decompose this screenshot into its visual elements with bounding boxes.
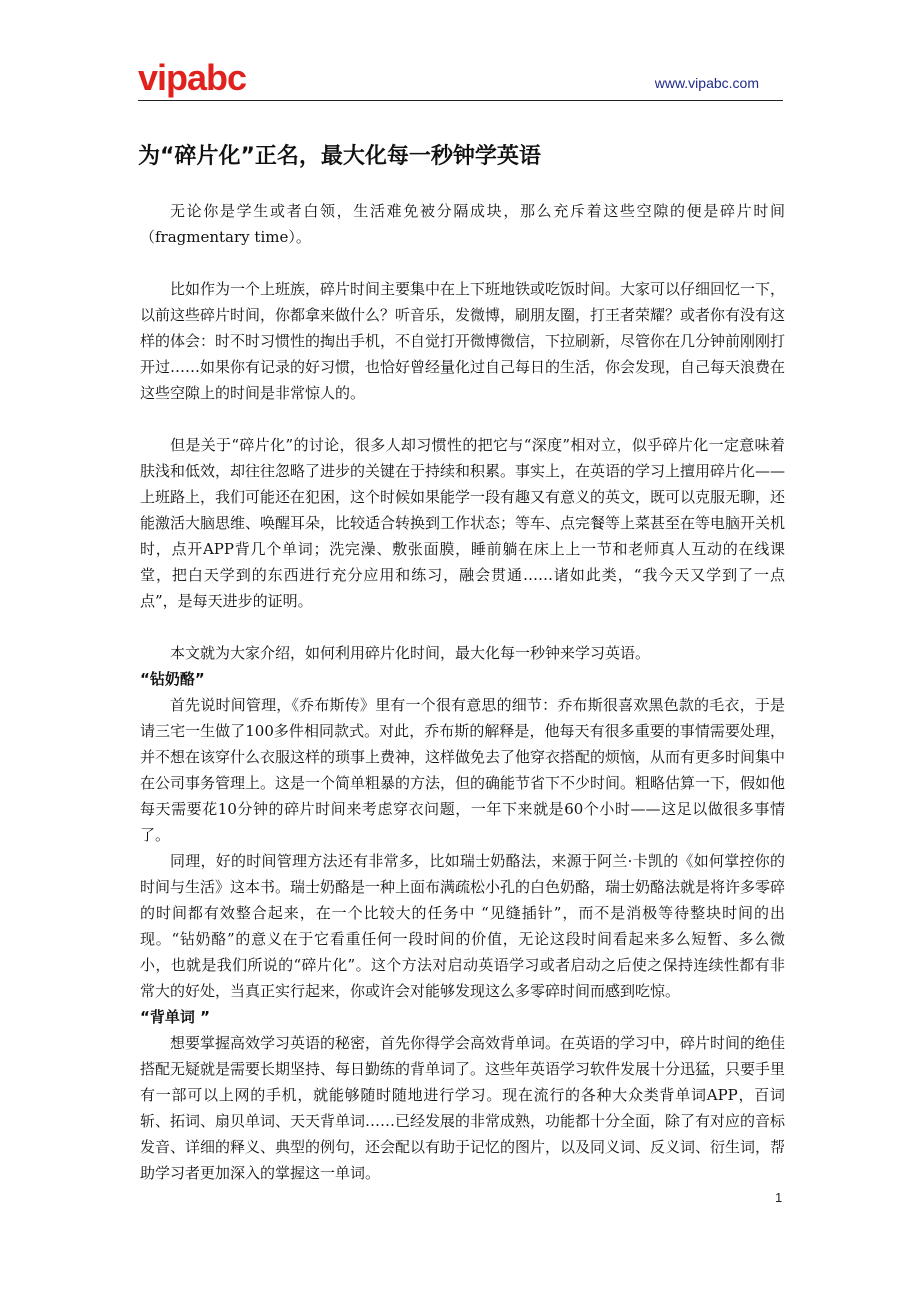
paragraph-jobs: 首先说时间管理，《乔布斯传》里有一个很有意思的细节：乔布斯很喜欢黑色款的毛衣，于是请三宅一生做了100多件相同款式。对此，乔布斯的解释是，他每天有很多重要的事情需要处理，并不想在该穿什么衣服这样的琐事上费神，这样做免去了他穿衣搭配的烦恼，从而有更多时间集中在公司事务管理上。这是一个简单粗暴的方法，但的确能节省下不少时间。粗略估算一下，假如他每天需要花10分钟的碎片时间来考虑穿衣问题，一年下来就是60个小时——这足以做很多事情了。 — [140, 696, 786, 844]
paragraph-vocab: 想要掌握高效学习英语的秘密，首先你得学会高效背单词。在英语的学习中，碎片时间的绝佳搭配无疑就是需要长期坚持、每日勤练的背单词了。这些年英语学习软件发展十分迅猛，只要手里有一部可以上网的手机，就能够随时随地进行学习。现在流行的各种大众类背单词APP，百词斩、拓词、扇贝单词、天天背单词……已经发展的非常成熟，功能都十分全面，除了有对应的音标发音、详细的释义、典型的例句，还会配以有助于记忆的图片，以及同义词、反义词、衍生词，帮助学习者更加深入的掌握这一单词。 — [140, 1034, 786, 1182]
article-body — [140, 198, 785, 1186]
page-number: 1 — [775, 1190, 783, 1205]
site-url[interactable]: www.vipabc.com — [654, 75, 759, 91]
section-heading-cheese: “钻奶酪” — [140, 670, 205, 688]
article-title: 为“碎片化”正名，最大化每一秒钟学英语 — [138, 144, 541, 169]
intro-paragraph: 无论你是学生或者白领，生活难免被分隔成块，那么充斥着这些空隙的便是碎片时间（fragmentary time）。 — [140, 202, 785, 246]
section-heading-vocab: “背单词 ” — [140, 1008, 210, 1026]
paragraph-fragmentation: 但是关于“碎片化”的讨论，很多人却习惯性的把它与“深度”相对立，似乎碎片化一定意味着肤浅和低效，却往往忽略了进步的关键在于持续和积累。事实上，在英语的学习上擅用碎片化——上班路上，我们可能还在犯困，这个时候如果能学一段有趣又有意义的英文，既可以克服无聊，还能激活大脑思维、唤醒耳朵，比较适合转换到工作状态；等车、点完餐等上菜甚至在等电脑开关机时，点开APP背几个单词；洗完澡、敷张面膜，睡前躺在床上上一节和老师真人互动的在线课堂，把白天学到的东西进行充分应用和练习，融会贯通……诸如此类，“我今天又学到了一点点”，是每天进步的证明。 — [140, 436, 786, 610]
page-header — [138, 58, 783, 101]
paragraph-summary: 本文就为大家介绍，如何利用碎片化时间，最大化每一秒钟来学习英语。 — [170, 644, 651, 662]
paragraph-commute: 比如作为一个上班族，碎片时间主要集中在上下班地铁或吃饭时间。大家可以仔细回忆一下，以前这些碎片时间，你都拿来做什么？听音乐，发微博，刷朋友圈，打王者荣耀？或者你有没有这样的体会：时不时习惯性的掏出手机，不自觉打开微博微信，下拉刷新，尽管你在几分钟前刚刚打开过……如果你有记录的好习惯，也恰好曾经量化过自己每日的生活，你会发现，自己每天浪费在这些空隙上的时间是非常惊人的。 — [140, 280, 786, 402]
vipabc-logo: vipabc — [138, 57, 247, 98]
paragraph-swiss-cheese: 同理，好的时间管理方法还有非常多，比如瑞士奶酪法，来源于阿兰·卡凯的《如何掌控你的时间与生活》这本书。瑞士奶酪是一种上面布满疏松小孔的白色奶酪，瑞士奶酪法就是将许多零碎的时间都有效整合起来，在一个比较大的任务中 “见缝插针”，而不是消极等待整块时间的出现。“钻奶酪”的意义在于它看重任何一段时间的价值，无论这段时间看起来多么短暂、多么微小，也就是我们所说的“碎片化”。这个方法对启动英语学习或者启动之后使之保持连续性都有非常大的好处，当真正实行起来，你或许会对能够发现这么多零碎时间而感到吃惊。 — [140, 852, 786, 1000]
